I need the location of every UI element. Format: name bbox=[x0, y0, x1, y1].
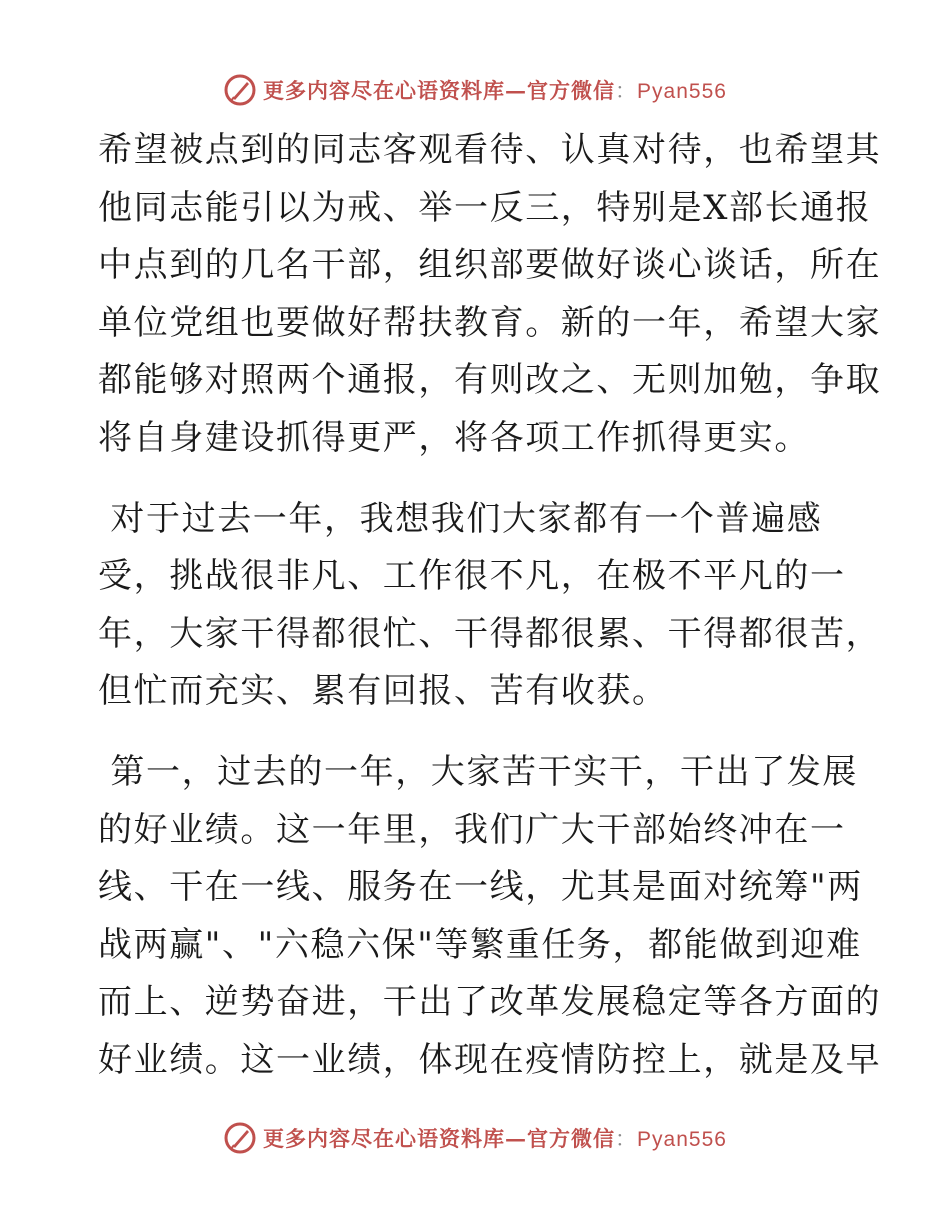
header-banner-sep: ： bbox=[615, 79, 638, 103]
header-banner-label: 官方微信 bbox=[527, 78, 616, 103]
header-banner-title: 更多内容尽在心语资料库 bbox=[263, 78, 506, 103]
text-line: 而上、逆势奋进，干出了改革发展稳定等各方面的 bbox=[98, 982, 882, 1023]
text-line: 他同志能引以为戒、举一反三，特别是X部长通报 bbox=[98, 187, 872, 228]
text-line: 战两赢"、"六稳六保"等繁重任务，都能做到迎难 bbox=[98, 924, 862, 965]
text-line: 受，挑战很非凡、工作很不凡，在极不平凡的一 bbox=[98, 556, 846, 597]
footer-banner-label: 官方微信 bbox=[527, 1126, 616, 1151]
footer-banner-text bbox=[263, 1123, 727, 1153]
quill-logo-icon bbox=[223, 73, 257, 107]
document-body bbox=[98, 122, 882, 1090]
text-line: 线、干在一线、服务在一线，尤其是面对统筹"两 bbox=[98, 867, 863, 908]
text-line: 中点到的几名干部，组织部要做好谈心谈话，所在 bbox=[98, 245, 882, 286]
paragraph-2 bbox=[98, 491, 882, 721]
text-line: 希望被点到的同志客观看待、认真对待，也希望其 bbox=[98, 130, 882, 170]
header-banner-text bbox=[263, 75, 727, 105]
paragraph-3 bbox=[98, 744, 882, 1090]
text-line: 但忙而充实、累有回报、苦有收获。 bbox=[98, 671, 668, 712]
footer-banner-sep: ： bbox=[615, 1127, 638, 1151]
text-line: 都能够对照两个通报，有则改之、无则加勉，争取 bbox=[98, 360, 882, 401]
header-banner-dash: — bbox=[505, 78, 528, 103]
footer-banner-title: 更多内容尽在心语资料库 bbox=[263, 1126, 506, 1151]
text-line: 对于过去一年，我想我们大家都有一个普遍感 bbox=[98, 498, 823, 539]
text-line: 好业绩。这一业绩，体现在疫情防控上，就是及早 bbox=[98, 1039, 882, 1080]
footer-banner-id: Pyan556 bbox=[637, 1128, 727, 1151]
text-line: 年，大家干得都很忙、干得都很累、干得都很苦， bbox=[98, 613, 882, 654]
text-line: 第一，过去的一年，大家苦干实干，干出了发展 bbox=[98, 751, 859, 792]
text-line: 单位党组也要做好帮扶教育。新的一年，希望大家 bbox=[98, 302, 882, 343]
text-line: 将自身建设抓得更严，将各项工作抓得更实。 bbox=[98, 417, 810, 458]
footer-banner-dash: — bbox=[505, 1126, 528, 1151]
paragraph-1 bbox=[98, 122, 882, 468]
quill-logo-icon bbox=[223, 1121, 257, 1155]
header-banner bbox=[0, 70, 950, 110]
header-banner-id: Pyan556 bbox=[637, 80, 727, 103]
text-line: 的好业绩。这一年里，我们广大干部始终冲在一 bbox=[98, 809, 846, 850]
footer-banner bbox=[0, 1118, 950, 1158]
